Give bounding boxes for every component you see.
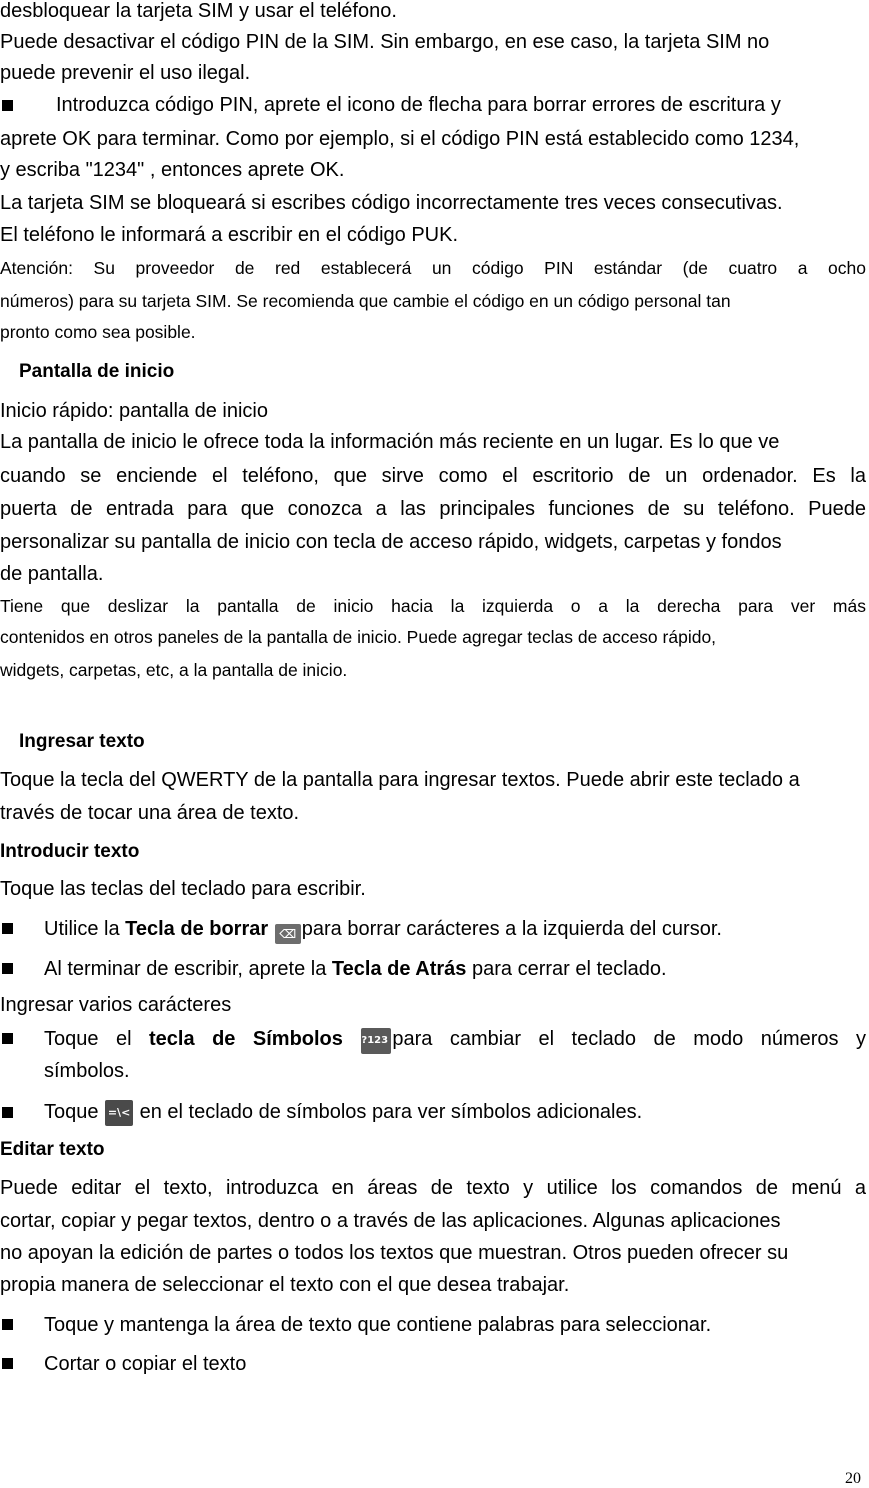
page-number: 20 xyxy=(845,1470,861,1487)
sim-pin-text-line: desbloquear la tarjeta SIM y usar el teléfono. xyxy=(0,0,397,22)
home-screen-text-line: personalizar su pantalla de inicio con tecla de acceso rápido, widgets, carpetas y fondos xyxy=(0,531,782,553)
more-symbols-key-icon: =\< xyxy=(105,1100,133,1126)
pin-entry-text-line: aprete OK para terminar. Como por ejemplo, si el código PIN está establecido como 1234, xyxy=(0,128,800,150)
symbols-key-icon: ?123 xyxy=(361,1028,391,1054)
bullet-square-icon xyxy=(2,923,13,934)
edit-bullet-select: Toque y mantenga la área de texto que contiene palabras para seleccionar. xyxy=(44,1314,712,1336)
delete-key-bullet: Utilice la Tecla de borrar ⌫ para borrar carácteres a la izquierda del cursor. xyxy=(44,914,866,944)
edit-text-line: no apoyan la edición de partes o todos los textos que muestran. Otros pueden ofrecer su xyxy=(0,1242,789,1264)
sim-lock-text-line: El teléfono le informará a escribir en el código PUK. xyxy=(0,224,459,246)
pin-note-line: pronto como sea posible. xyxy=(0,322,196,342)
pin-note-line: números) para su tarjeta SIM. Se recomienda que cambie el código en un código personal tan xyxy=(0,291,731,311)
home-screen-text-line: La pantalla de inicio le ofrece toda la información más reciente en un lugar. Es lo que ve xyxy=(0,431,780,453)
bullet-square-icon xyxy=(2,1358,13,1369)
edit-text-heading: Editar texto xyxy=(0,1139,105,1160)
symbols-key-bullet-line: símbolos. xyxy=(44,1060,130,1082)
bullet-square-icon xyxy=(2,963,13,974)
edit-text-line: Puede editar el texto, introduzca en áreas de texto y utilice los comandos de menú a xyxy=(0,1177,866,1199)
more-symbols-bullet: Toque =\< en el teclado de símbolos para ver símbolos adicionales. xyxy=(44,1097,866,1127)
bullet-square-icon xyxy=(2,1319,13,1330)
pin-entry-text-line: y escriba "1234" , entonces aprete OK. xyxy=(0,159,345,181)
home-screen-note-line: widgets, carpetas, etc, a la pantalla de inicio. xyxy=(0,660,348,680)
bullet-square-icon xyxy=(2,100,13,111)
input-text-line: través de tocar una área de texto. xyxy=(0,802,300,824)
delete-key-icon: ⌫ xyxy=(275,924,301,944)
edit-bullet-cut-copy: Cortar o copiar el texto xyxy=(44,1353,247,1375)
home-screen-heading: Pantalla de inicio xyxy=(19,361,175,382)
edit-text-line: cortar, copiar y pegar textos, dentro o a través de las aplicaciones. Algunas aplicaciones xyxy=(0,1210,781,1232)
home-screen-note-line: contenidos en otros paneles de la pantalla de inicio. Puede agregar teclas de acceso rápido, xyxy=(0,627,717,647)
back-key-bullet: Al terminar de escribir, aprete la Tecla de Atrás para cerrar el teclado. xyxy=(44,958,667,980)
pin-note-line: Atención: Su proveedor de red establecerá un código PIN estándar (de cuatro a ocho xyxy=(0,258,866,278)
input-text-line: Toque la tecla del QWERTY de la pantalla para ingresar textos. Puede abrir este teclado a xyxy=(0,769,800,791)
sim-lock-text-line: La tarjeta SIM se bloqueará si escribes código incorrectamente tres veces consecutivas. xyxy=(0,192,783,214)
home-screen-text-line: de pantalla. xyxy=(0,563,104,585)
sim-pin-text-line: puede prevenir el uso ilegal. xyxy=(0,62,251,84)
bullet-square-icon xyxy=(2,1033,13,1044)
home-screen-note-line: Tiene que deslizar la pantalla de inicio hacia la izquierda o a la derecha para ver más xyxy=(0,596,866,616)
edit-text-line: propia manera de seleccionar el texto con el que desea trabajar. xyxy=(0,1274,570,1296)
symbols-key-bullet: Toque el tecla de Símbolos ?123 para cambiar el teclado de modo números y xyxy=(44,1024,866,1054)
pin-entry-text-line: Introduzca código PIN, aprete el icono de flecha para borrar errores de escritura y xyxy=(56,94,781,116)
input-text-heading: Ingresar texto xyxy=(19,731,145,752)
sim-pin-text-line: Puede desactivar el código PIN de la SIM. Sin embargo, en ese caso, la tarjeta SIM no xyxy=(0,31,770,53)
multiple-chars-heading: Ingresar varios carácteres xyxy=(0,994,232,1016)
introduce-text-line: Toque las teclas del teclado para escribir. xyxy=(0,878,366,900)
home-screen-text-line: puerta de entrada para que conozca a las principales funciones de su teléfono. Puede xyxy=(0,498,866,520)
home-screen-text-line: cuando se enciende el teléfono, que sirve como el escritorio de un ordenador. Es la xyxy=(0,465,866,487)
introduce-text-heading: Introducir texto xyxy=(0,841,140,862)
home-screen-subheading: Inicio rápido: pantalla de inicio xyxy=(0,400,268,422)
bullet-square-icon xyxy=(2,1107,13,1118)
